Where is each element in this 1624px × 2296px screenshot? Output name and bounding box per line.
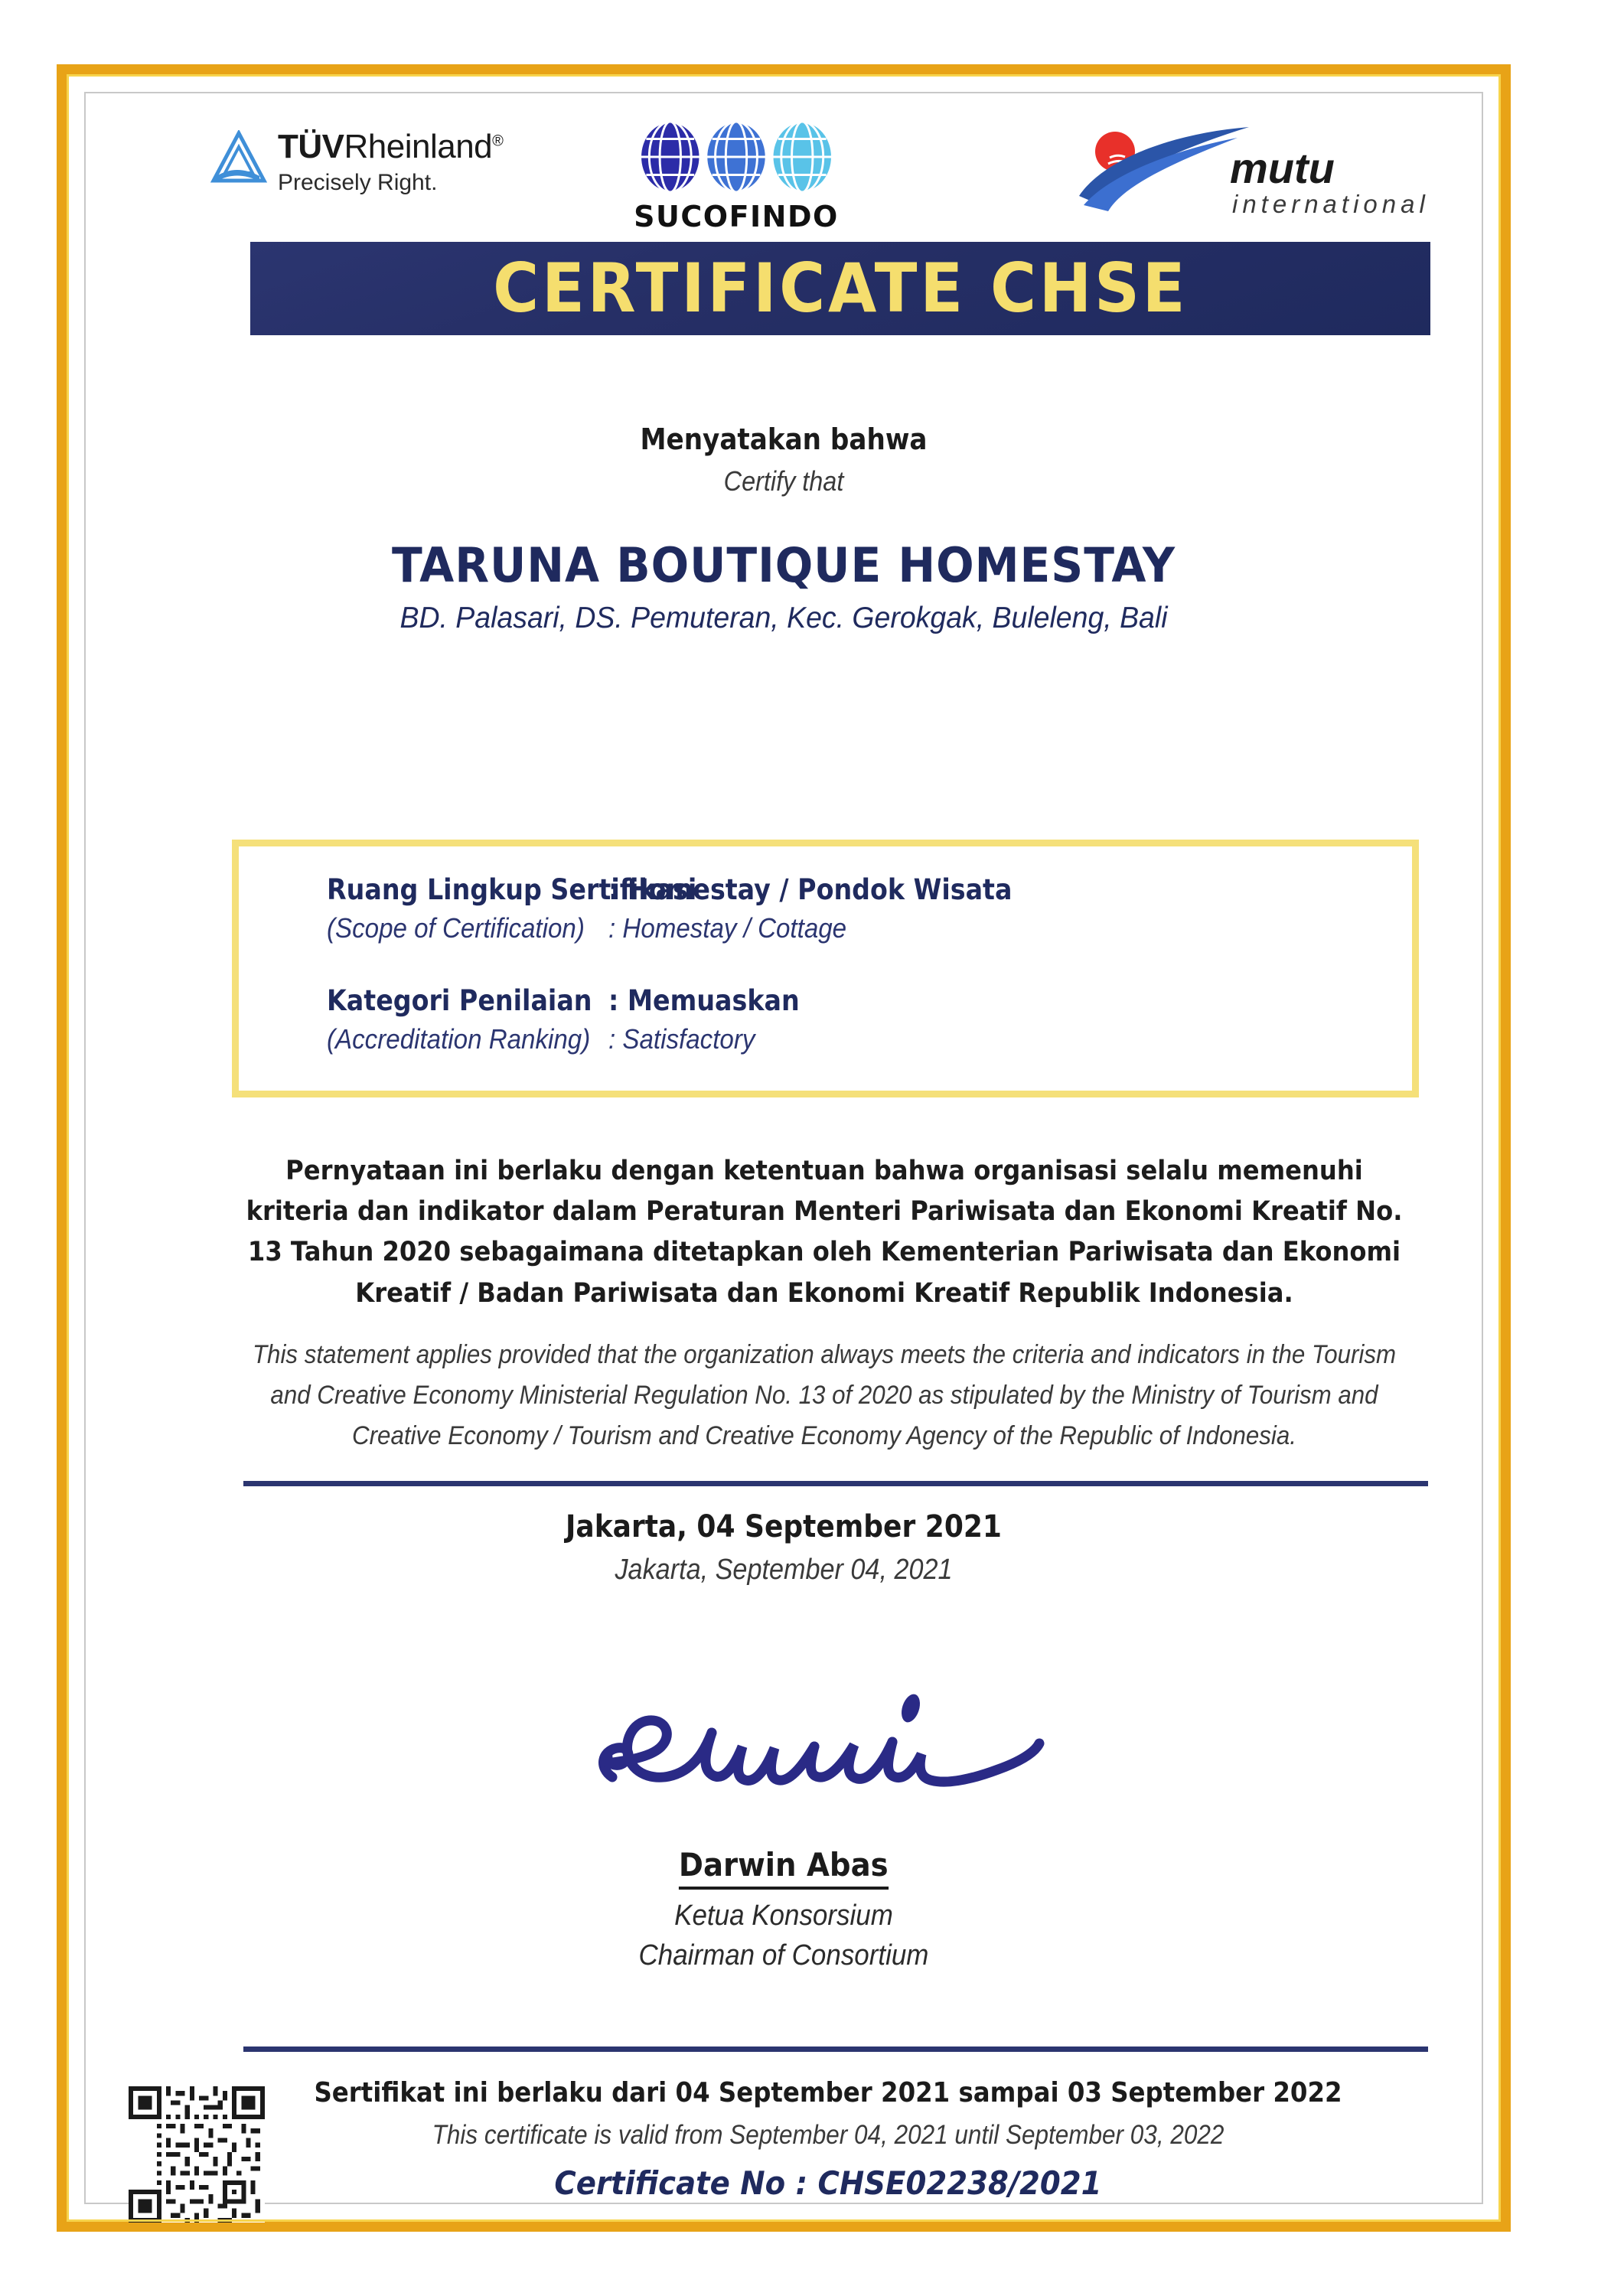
signer-role-english: Chairman of Consortium	[638, 1939, 929, 1971]
tuv-name-regular: Rheinland	[344, 128, 493, 165]
ranking-value-english: : Satisfactory	[608, 1023, 755, 1055]
certificate-number: Certificate No : CHSE02238/2021	[554, 2164, 1102, 2202]
ranking-label-english: (Accreditation Ranking)	[327, 1023, 591, 1055]
scope-value-english: : Homestay / Cottage	[608, 912, 847, 944]
sucofindo-globes-icon	[624, 119, 849, 194]
organization-name: TARUNA BOUTIQUE HOMESTAY	[391, 537, 1176, 593]
inner-frame-border	[84, 92, 1483, 2204]
mutu-international-logo	[1073, 126, 1456, 225]
validity-english: This certificate is valid from September 04, 2021 until September 03, 2022	[432, 2120, 1225, 2150]
certify-line-english: Certify that	[723, 465, 844, 497]
separator-line-top	[243, 1481, 1428, 1486]
qr-code-icon[interactable]	[129, 2086, 265, 2223]
signer-role-indonesian: Ketua Konsorsium	[674, 1900, 893, 1932]
gold-frame-border	[57, 64, 1511, 2232]
tuv-rheinland-logo	[210, 127, 503, 194]
logo-row	[116, 113, 1469, 233]
scope-label-english: (Scope of Certification)	[327, 912, 585, 944]
ranking-label-indonesian: Kategori Penilaian	[327, 983, 592, 1017]
issue-date-english: Jakarta, September 04, 2021	[615, 1554, 953, 1586]
validity-indonesian: Sertifikat ini berlaku dari 04 September 2021 sampai 03 September 2022	[314, 2077, 1342, 2108]
separator-line-bottom	[243, 2047, 1428, 2052]
organization-address: BD. Palasari, DS. Pemuteran, Kec. Gerokgak, Buleleng, Bali	[399, 602, 1168, 634]
scope-label-indonesian: Ruang Lingkup Sertifikasi	[327, 873, 697, 906]
certify-line-indonesian: Menyatakan bahwa	[640, 422, 928, 456]
registered-mark-icon: ®	[492, 132, 504, 150]
mutu-wordmark: mutu	[1230, 144, 1335, 192]
scope-details-box	[232, 840, 1419, 1097]
tuv-wordmark-block	[278, 127, 503, 194]
sucofindo-logo	[610, 119, 863, 233]
mutu-subtitle: international	[1232, 190, 1430, 218]
scope-row-ranking	[327, 985, 1383, 1056]
tuv-triangle-icon	[210, 130, 267, 188]
statement-english: This statement applies provided that the organization always meets the criteria and indicators in the Tourism and Creative Economy Ministerial Regulation No. 13 of 2020 as stipulated by the Ministry of Tourism and Creative Economy / Tourism and Creative Economy Agency of the Republic of Indonesia.	[252, 1340, 1397, 1451]
signer-name: Darwin Abas	[679, 1846, 889, 1890]
ranking-value-column	[608, 985, 1383, 1056]
certificate-title-banner	[250, 242, 1430, 335]
scope-details-grid	[327, 874, 1383, 1055]
scope-label-column	[327, 873, 697, 945]
tuv-name-bold: TÜV	[278, 128, 344, 165]
tuv-wordmark	[278, 130, 503, 164]
issue-date-indonesian: Jakarta, 04 September 2021	[566, 1509, 1002, 1544]
scope-row-certification	[327, 874, 1383, 945]
scope-value-indonesian: : Homestay / Pondok Wisata	[608, 873, 1013, 906]
scope-value-column	[608, 874, 1383, 945]
ranking-value-indonesian: : Memuaskan	[608, 983, 800, 1017]
tuv-tagline: Precisely Right.	[278, 170, 438, 195]
sucofindo-wordmark: SUCOFINDO	[634, 200, 839, 233]
ranking-label-column	[327, 985, 608, 1056]
statement-indonesian: Pernyataan ini berlaku dengan ketentuan bahwa organisasi selalu memenuhi kriteria dan indikator dalam Peraturan Menteri Pariwisata dan Ekonomi Kreatif No. 13 Tahun 2020 sebagaimana ditetapkan oleh Kementerian Pariwisata dan Ekonomi Kreatif / Badan Pariwisata dan Ekonomi Kreatif Republik Indonesia.	[246, 1156, 1403, 1309]
signer-name-wrap	[86, 1846, 1482, 1890]
page-title: CERTIFICATE CHSE	[492, 249, 1189, 328]
handwritten-signature	[576, 1678, 1111, 1823]
